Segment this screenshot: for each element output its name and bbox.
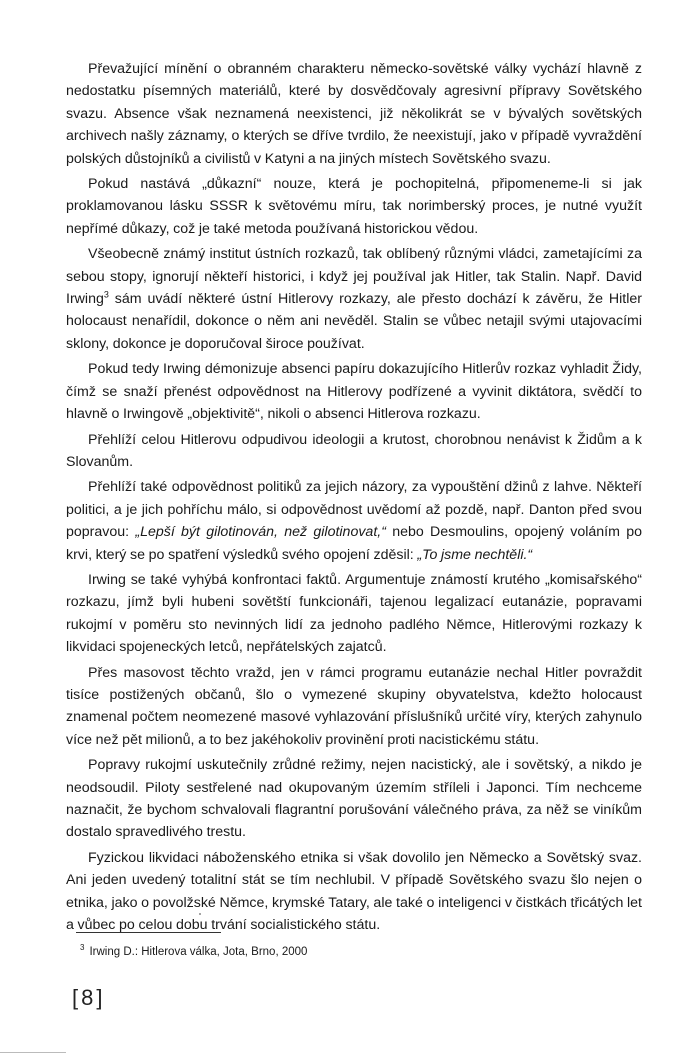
paragraph-10: Fyzickou likvidaci náboženského etnika si však dovolilo jen Německo a Sovětský svaz. Ani jeden uvedený totalitní stát se tím nechlubil. V případě Sovětského svazu šlo nejen o etnika, jako o povolžské Němce, krymské Tatary, ale také o inteligenci v čistkách třicátých let a vůbec po celou dobu trvání socialistického státu. <box>66 849 642 934</box>
page-number-value: 8 <box>81 985 97 1010</box>
paragraph-4: Pokud tedy Irwing démonizuje absenci papíru dokazujícího Hitlerův rozkaz vyhladit Židy, čímž se snaží přenést odpovědnost na Hitlerovy podřízené a vyvinit diktátora, svědčí to hlavně o Irwingově „objektivitě“, nikoli o absenci Hitlerova rozkazu. <box>66 361 642 423</box>
paragraph-6-text-a: Přehlíží také odpovědnost politiků za jejich názory, za vypouštění džinů z lahve. Někteří politici, a je jich pohříchu málo, si odpovědnost uvědomí až pozdě, např. Danton před svou popravou: <box>66 479 642 541</box>
paragraph-3-text-b: sám uvádí některé ústní Hitlerovy rozkazy, ale přesto dochází k závěru, že Hitler holocaust nenařídil, dokonce o něm ani nevěděl. Stalin se vůbec netajil svými utajovacími sklony, dokonce je doporučoval široce používat. <box>66 291 642 352</box>
paragraph-2: Pokud nastává „důkazní“ nouze, která je pochopitelná, připomeneme-li si jak proklamovanou lásku SSSR k světovému míru, tak norimberský proces, je nutné využít nepřímé důkazy, což je také metoda používaná historickou vědou. <box>66 176 642 237</box>
footnote-number: 3 <box>80 943 85 953</box>
paragraph-1: Převažující mínění o obranném charakteru německo-sovětské války vychází hlavně z nedostatku písemných materiálů, které by dosvědčovaly agresivní přípravy Sovětského svazu. Absence však neznamená neexistenci, již několikrát se v bývalých sovětských archivech našly záznamy, o kterých se dříve tvrdilo, že neexistují, jako v případě vyvraždění polských důstojníků a civilistů v Katyni a na jiných místech Sovětského svazu. <box>66 61 642 167</box>
paragraph-3-text-a: Všeobecně známý institut ústních rozkazů, tak oblíbený různými vládci, zametajícími za sebou stopy, ignorují někteří historici, i když jej používal jak Hitler, tak Stalin. Např. David Irwing <box>66 246 642 308</box>
paragraph-7: Irwing se také vyhýbá konfrontaci faktů. Argumentuje známostí krutého „komisařského“ rozkazu, jímž byli hubeni sovětští funkcionáři, tajenou legalizací eutanázie, popravami rukojmí v poměru sto nevinných lidí za jednoho padlého Němce, Hitlerovými rozkazy k likvidaci spojeneckých letců, nepřátelských zajatců. <box>66 571 642 656</box>
page-body <box>66 58 642 939</box>
paragraph-3 <box>66 243 642 355</box>
scan-speck <box>199 913 201 915</box>
paragraph-6-text-b: nebo Desmoulins, opojený voláním po krvi, který se po spatření výsledků svého opojení zděsil: <box>66 524 642 563</box>
desmoulins-quote: „To jsme nechtěli.“ <box>417 546 533 563</box>
footnote <box>80 945 307 959</box>
bottom-edge-line <box>0 1052 66 1053</box>
footnote-reference: 3 <box>103 289 109 300</box>
paragraph-8: Přes masovost těchto vražd, jen v rámci programu eutanázie nechal Hitler povraždit tisíce postižených občanů, šlo o vymezené skupiny obyvatelstva, kdežto holocaust znamenal počtem neomezené masové vyhlazování příslušníků určité víry, kterých zahynulo více než pět milionů, a to bez jakéhokoliv provinění proti nacistickému státu. <box>66 664 642 748</box>
footnote-text: Irwing D.: Hitlerova válka, Jota, Brno, 2000 <box>89 946 308 958</box>
footnote-divider <box>76 932 221 933</box>
danton-quote: „Lepší být gilotinován, než gilotinovat,“ <box>135 524 386 541</box>
page-number-close-bracket: ] <box>96 985 106 1010</box>
page-number <box>72 985 106 1011</box>
paragraph-9: Popravy rukojmí uskutečnily zrůdné režimy, nejen nacistický, ale i sovětský, a nikdo je neodsoudil. Piloty sestřelené nad okupovaným územím stříleli i Japonci. Tím nechceme naznačit, že bychom schvalovali flagrantní porušování válečného práva, za něž se viníkům dostalo spravedlivého trestu. <box>66 757 642 841</box>
paragraph-6 <box>66 476 642 566</box>
paragraph-5: Přehlíží celou Hitlerovu odpudivou ideologii a krutost, chorobnou nenávist k Židům a k Slovanům. <box>66 431 642 470</box>
page-number-open-bracket: [ <box>72 985 82 1010</box>
